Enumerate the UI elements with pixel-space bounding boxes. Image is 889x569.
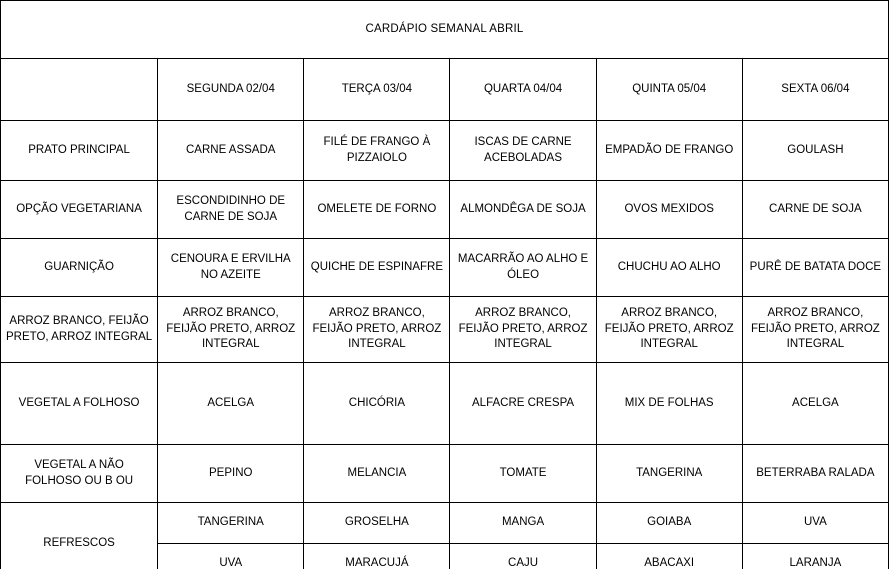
cell-refresco1-thursday: GOIABA (596, 503, 742, 544)
cell-opcao-vegetariana-tuesday: OMELETE DE FORNO (304, 181, 450, 239)
row-label-vegetal-nao-folhoso: VEGETAL A NÃO FOLHOSO OU B OU (1, 445, 158, 503)
cell-vegetal-folhoso-thursday: MIX DE FOLHAS (596, 363, 742, 445)
cell-vegetal-nao-folhoso-thursday: TANGERINA (596, 445, 742, 503)
day-header-monday: SEGUNDA 02/04 (158, 59, 304, 121)
cell-arroz-feijao-monday: ARROZ BRANCO, FEIJÃO PRETO, ARROZ INTEGRAL (158, 297, 304, 363)
row-label-vegetal-folhoso: VEGETAL A FOLHOSO (1, 363, 158, 445)
cell-vegetal-nao-folhoso-tuesday: MELANCIA (304, 445, 450, 503)
cell-prato-principal-thursday: EMPADÃO DE FRANGO (596, 121, 742, 181)
cell-refresco2-thursday: ABACAXI (596, 544, 742, 569)
cell-guarnicao-tuesday: QUICHE DE ESPINAFRE (304, 239, 450, 297)
table-row (1, 181, 889, 239)
table-row (1, 297, 889, 363)
title-row (1, 1, 889, 59)
cell-guarnicao-thursday: CHUCHU AO ALHO (596, 239, 742, 297)
page-title: CARDÁPIO SEMANAL ABRIL (1, 1, 889, 59)
cell-prato-principal-tuesday: FILÉ DE FRANGO À PIZZAIOLO (304, 121, 450, 181)
cell-prato-principal-friday: GOULASH (742, 121, 888, 181)
cell-vegetal-folhoso-tuesday: CHICÓRIA (304, 363, 450, 445)
header-row (1, 59, 889, 121)
cell-arroz-feijao-friday: ARROZ BRANCO, FEIJÃO PRETO, ARROZ INTEGRAL (742, 297, 888, 363)
day-header-friday: SEXTA 06/04 (742, 59, 888, 121)
day-header-tuesday: TERÇA 03/04 (304, 59, 450, 121)
table-row (1, 121, 889, 181)
row-label-guarnicao: GUARNIÇÃO (1, 239, 158, 297)
cell-arroz-feijao-thursday: ARROZ BRANCO, FEIJÃO PRETO, ARROZ INTEGRAL (596, 297, 742, 363)
day-header-wednesday: QUARTA 04/04 (450, 59, 596, 121)
cell-vegetal-nao-folhoso-monday: PEPINO (158, 445, 304, 503)
cell-refresco1-tuesday: GROSELHA (304, 503, 450, 544)
table-corner-cell (1, 59, 158, 121)
cell-refresco2-monday: UVA (158, 544, 304, 569)
cell-arroz-feijao-tuesday: ARROZ BRANCO, FEIJÃO PRETO, ARROZ INTEGRAL (304, 297, 450, 363)
cell-vegetal-folhoso-friday: ACELGA (742, 363, 888, 445)
table-row (1, 503, 889, 544)
cell-refresco2-tuesday: MARACUJÁ (304, 544, 450, 569)
cell-refresco1-friday: UVA (742, 503, 888, 544)
cell-vegetal-nao-folhoso-wednesday: TOMATE (450, 445, 596, 503)
table-row (1, 239, 889, 297)
row-label-prato-principal: PRATO PRINCIPAL (1, 121, 158, 181)
cell-refresco2-wednesday: CAJU (450, 544, 596, 569)
cell-guarnicao-friday: PURÊ DE BATATA DOCE (742, 239, 888, 297)
cell-prato-principal-monday: CARNE ASSADA (158, 121, 304, 181)
row-label-refrescos: REFRESCOS (1, 503, 158, 569)
cell-refresco2-friday: LARANJA (742, 544, 888, 569)
cell-prato-principal-wednesday: ISCAS DE CARNE ACEBOLADAS (450, 121, 596, 181)
cell-guarnicao-wednesday: MACARRÃO AO ALHO E ÓLEO (450, 239, 596, 297)
cell-vegetal-folhoso-monday: ACELGA (158, 363, 304, 445)
cell-opcao-vegetariana-thursday: OVOS MEXIDOS (596, 181, 742, 239)
row-label-opcao-vegetariana: OPÇÃO VEGETARIANA (1, 181, 158, 239)
row-label-arroz-feijao: ARROZ BRANCO, FEIJÃO PRETO, ARROZ INTEGRAL (1, 297, 158, 363)
cell-vegetal-folhoso-wednesday: ALFACRE CRESPA (450, 363, 596, 445)
cell-refresco1-monday: TANGERINA (158, 503, 304, 544)
cell-arroz-feijao-wednesday: ARROZ BRANCO, FEIJÃO PRETO, ARROZ INTEGRAL (450, 297, 596, 363)
cell-guarnicao-monday: CENOURA E ERVILHA NO AZEITE (158, 239, 304, 297)
day-header-thursday: QUINTA 05/04 (596, 59, 742, 121)
cell-opcao-vegetariana-friday: CARNE DE SOJA (742, 181, 888, 239)
cell-vegetal-nao-folhoso-friday: BETERRABA RALADA (742, 445, 888, 503)
table-row (1, 445, 889, 503)
cell-opcao-vegetariana-wednesday: ALMONDÊGA DE SOJA (450, 181, 596, 239)
cell-refresco1-wednesday: MANGA (450, 503, 596, 544)
cell-opcao-vegetariana-monday: ESCONDIDINHO DE CARNE DE SOJA (158, 181, 304, 239)
table-row (1, 363, 889, 445)
